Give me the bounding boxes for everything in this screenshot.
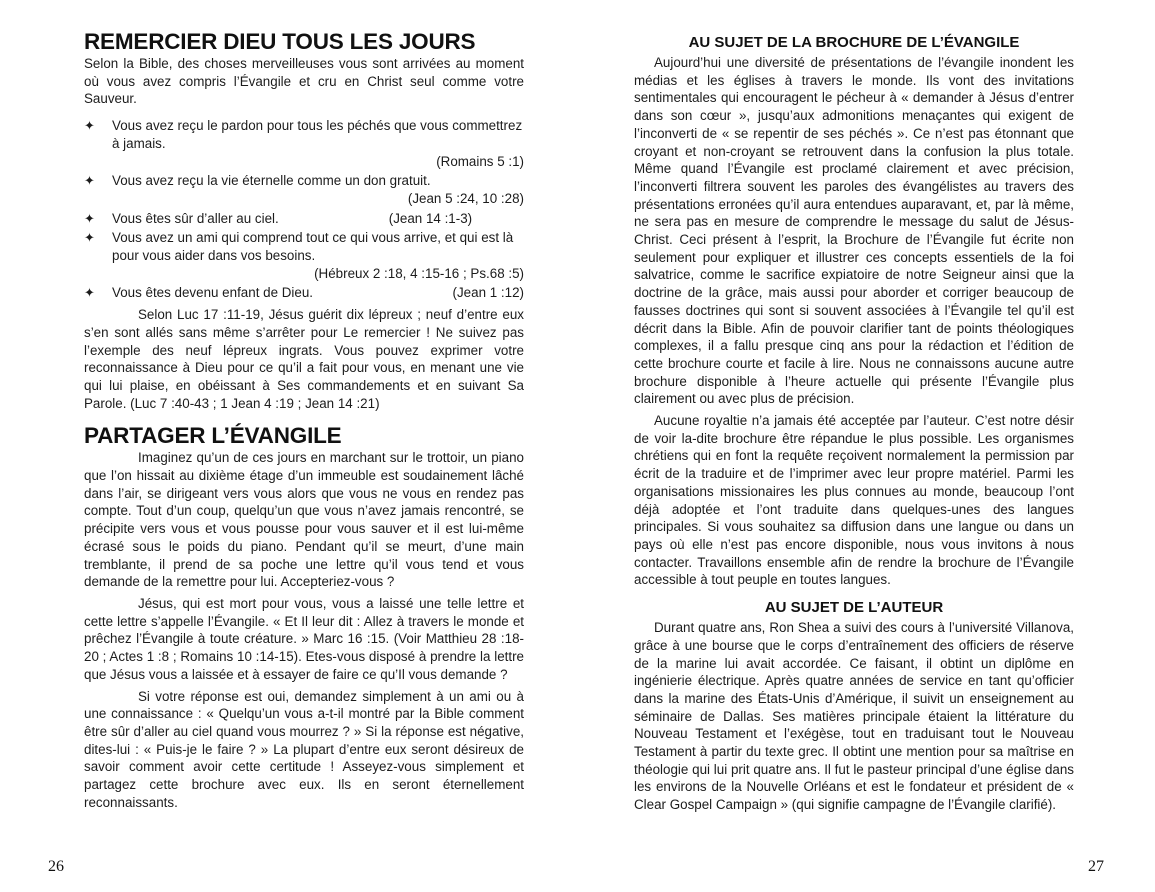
paragraph-royalties: Aucune royaltie n’a jamais été acceptée par l’auteur. C’est notre désir de voir la-dite brochure être répandue le plus possible. Les organismes chrétiens qui en font la requête reçoivent normalement la permission par écrit de la traduire et de l’imprimer avec leur propre matériel. Parmi les organisations missionaires les plus connues au monde, beaucoup l’ont déjà adoptée et l’ont traduite dans quelques-unes des langues principales. Si vous souhaitez sa diffusion dans une langue ou dans un pays où elle n’est pas encore disponible, nous vous invitons à nous contacter. Travaillons ensemble afin de rendre la brochure de l’Évangile accessible à tout peuple en toutes langues. xyxy=(634,413,1074,588)
list-item: ✦ Vous avez reçu la vie éternelle comme un don gratuit. (Jean 5 :24, 10 :28) xyxy=(84,173,524,206)
page-number-right: 27 xyxy=(1088,858,1104,875)
star-bullet-icon: ✦ xyxy=(84,210,95,226)
scripture-reference: (Romains 5 :1) xyxy=(436,153,524,169)
list-item: ✦ Vous êtes sûr d’aller au ciel. (Jean 14 :1-3) xyxy=(84,210,473,226)
list-item: ✦ Vous avez reçu le pardon pour tous les péchés que vous commettrez à jamais. (Romains 5 :1) xyxy=(84,118,524,169)
star-bullet-icon: ✦ xyxy=(84,118,95,134)
paragraph-presentations: Aujourd’hui une diversité de présentations de l’évangile inondent les médias et les églises à travers le monde. Ils vont des invitations sentimentales qui encouragent le pécheur à « demander à Jésus d’entrer dans son cœur », jusqu’aux admonitions menaçantes qui exigent de l’inconverti de « se repentir de ses péchés ». Ce n’est pas étonnant que croyant et non-croyant se retrouvent dans la confusion la plus totale. Même quand l’Évangile est proclamé clairement et avec précision, l’inconverti filtrera souvent les paroles des évangélistes au travers des présentations erronées qu’il aura entendues auparavant, et, par là même, ne sera pas en mesure de comprendre le message du salut de Jésus-Christ. Ceci présent à l’esprit, la Brochure de l’Évangile fut écrite non seulement pour expliquer et illustrer ces concepts essentiels de la foi salvatrice, comme le sacrifice expiatoire de notre Seigneur ainsi que la doctrine de la grâce, mais aussi pour aborder et corriger beaucoup de fausses doctrines qui sont si souvent associées à l’Évangile tel qu’il est décrit dans la Bible. Afin de pouvoir clarifier tant de points théologiques complexes, il a fallu presque cinq ans pour la rédaction et l’édition de cette brochure courte et facile à lire. Nous ne connaissons aucune autre brochure disponible à l’heure actuelle qui présente l’Évangile plus clairement ou avec plus de précision. xyxy=(634,55,1074,407)
section-title-share-gospel: PARTAGER L’ÉVANGILE xyxy=(84,423,342,449)
star-bullet-icon: ✦ xyxy=(84,285,95,301)
star-bullet-icon: ✦ xyxy=(84,173,95,189)
paragraph-lepers: Selon Luc 17 :11-19, Jésus guérit dix lépreux ; neuf d’entre eux s’en sont allés sans même s’arrêter pour Le remercier ! Ne suivez pas l’exemple des neuf lépreux ingrats. Vous pouvez exprimer votre reconnaissance à Dieu pour ce qu’il a fait pour vous, en menant une vie qui lui plaise, en obéissant à Ses commandements et en suivant Sa Parole. (Luc 7 :40-43 ; 1 Jean 4 :19 ; Jean 14 :21) xyxy=(84,307,524,411)
scripture-reference: (Jean 1 :12) xyxy=(452,285,524,301)
blessings-list xyxy=(84,117,524,302)
paragraph-answer: Si votre réponse est oui, demandez simplement à un ami ou à une connaissance : « Quelqu’un vous a-t-il montré par la Bible comment être sûr d’aller au ciel quand vous mourrez ? » Si la réponse est négative, dites-lui : « Puis-je le faire ? » La plupart d’entre eux seront désireux de savoir comment avoir cette certitude ! Asseyez-vous simplement et partagez cette brochure avec eux. Ils en seront éternellement reconnaissants. xyxy=(84,688,524,810)
section-title-thank-god: REMERCIER DIEU TOUS LES JOURS xyxy=(84,29,476,54)
paragraph-author: Durant quatre ans, Ron Shea a suivi des cours à l’université Villanova, grâce à une bourse que le corps d’entraînement des officiers de réserve de la marine lui avait accordée. Ce faisant, il obtint un diplôme en ingénierie électrique. Après quatre années de service en tant qu’officier dans la marine des États-Unis d’Amérique, il suivit un enseignement au séminaire de Dallas. Ses matières principale étaient la littérature du Nouveau Testament et l’exégèse, tout en traduisant tout le Nouveau Testament à partir du texte grec. Il obtint une mention pour sa maîtrise en théologie qui lui prit quatre ans. Il fut le pasteur principal d’une église dans les environs de la Nouvelle Orléans et est le fondateur et président de « Clear Gospel Campaign » (qui signifie campagne de l’Évangile clarifié). xyxy=(634,620,1074,813)
scripture-reference: (Hébreux 2 :18, 4 :15-16 ; Ps.68 :5) xyxy=(314,265,524,281)
right-page xyxy=(634,30,1074,814)
scripture-reference: (Jean 5 :24, 10 :28) xyxy=(407,190,524,206)
heading-about-author: AU SUJET DE L’AUTEUR xyxy=(764,599,944,617)
star-bullet-icon: ✦ xyxy=(84,230,95,246)
page-number-left: 26 xyxy=(48,858,64,875)
list-item: ✦ Vous êtes devenu enfant de Dieu. (Jean 1 :12) xyxy=(84,285,524,301)
paragraph-letter: Jésus, qui est mort pour vous, vous a laissé une telle lettre et cette lettre s’appelle l’Évangile. « Et Il leur dit : Allez à travers le monde et prêchez l’Évangile à toute créature. » Marc 16 :15. (Voir Matthieu 28 :18-20 ; Actes 1 :8 ; Romains 10 :14-15). Etes-vous disposé à prendre la lettre que Jésus vous a laissée et à essayer de faire ce qu’Il vous demande ? xyxy=(84,595,524,682)
paragraph-piano: Imaginez qu’un de ces jours en marchant sur le trottoir, un piano que l’on hissait au dixième étage d’un immeuble est soudainement lâché dans l’air, se dirigeant vers vous alors que vous ne vous en rendez pas compte. Tout d’un coup, quelqu’un que vous n’avez jamais rencontré, se précipite vers vous et vous pousse pour vous sauver et il est lui-même écrasé sous le poids du piano. Pendant qu’il se meurt, d’une main tremblante, il prend de sa poche une lettre qu’il vous tend et vous demande de la remettre pour lui. Accepteriez-vous ? xyxy=(84,450,524,590)
list-item: ✦ Vous avez un ami qui comprend tout ce qui vous arrive, et qui est là pour vous aider dans vos besoins. (Hébreux 2 :18, 4 :15-16 ; Ps.68 :5) xyxy=(84,230,524,281)
scripture-reference: (Jean 14 :1-3) xyxy=(388,210,473,226)
intro-paragraph: Selon la Bible, des choses merveilleuses vous sont arrivées au moment où vous avez compris l’Évangile et cru en Christ seul comme votre Sauveur. xyxy=(84,56,524,107)
heading-about-brochure: AU SUJET DE LA BROCHURE DE L’ÉVANGILE xyxy=(688,34,1020,51)
left-page xyxy=(84,30,524,811)
